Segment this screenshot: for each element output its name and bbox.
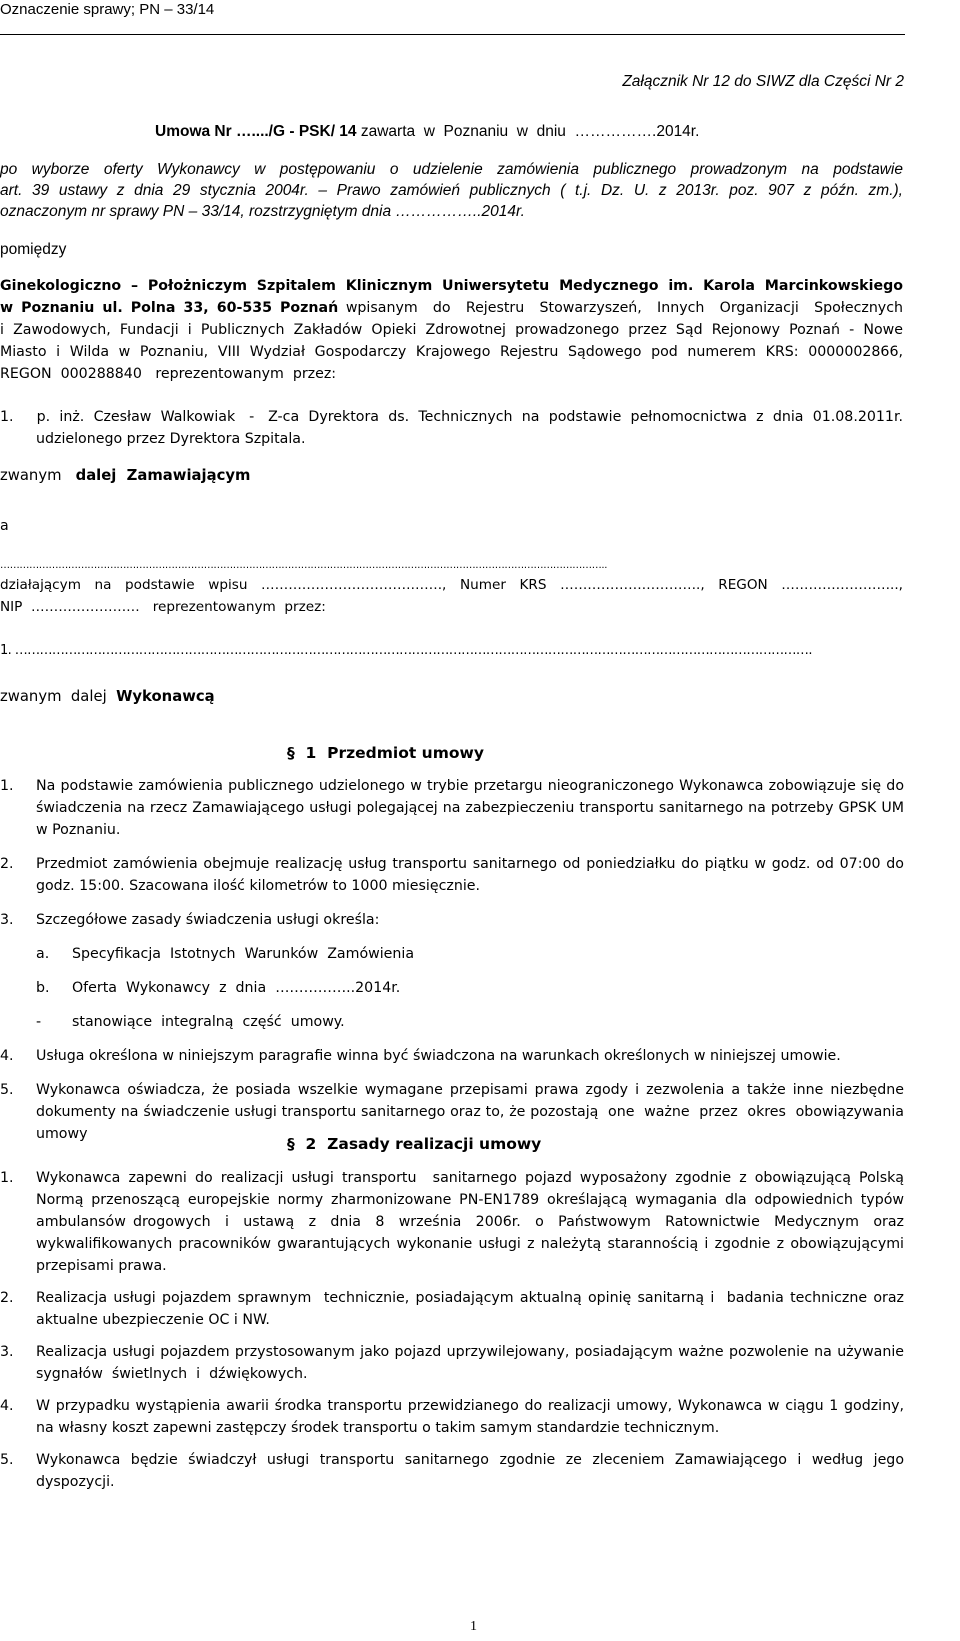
party1-desc-2: i Zawodowych, Fundacji i Publicznych Zakładów Opieki Zdrowotnej prowadzonego przez Sąd Rejonowy Poznań - Nowe: [0, 322, 903, 338]
list-item: [36, 1011, 904, 1033]
list-item-text: Oferta Wykonawcy z dnia ……………..2014r.: [72, 980, 401, 996]
list-item-text: Wykonawca oświadcza, że posiada wszelkie wymagane przepisami prawa zgody i zezwolenia a także inne niezbędne dokumenty na świadczenie usługi transportu sanitarnego oraz to, że pozostają one ważne przez okres obowiązywania umowy: [36, 1082, 909, 1142]
list-item: [36, 943, 904, 965]
page-number: 1: [470, 1619, 477, 1634]
section1-heading: § 1 Przedmiot umowy: [287, 744, 484, 762]
annex-label: Załącznik Nr 12 do SIWZ dla Części Nr 2: [622, 73, 904, 90]
party1-called: [0, 465, 250, 487]
running-header: Oznaczenie sprawy; PN – 33/14: [0, 1, 215, 18]
list-item-text: W przypadku wystąpienia awarii środka transportu przewidzianego do realizacji umowy, Wykonawca w ciągu 1 godziny, na własny koszt zapewni zastępczy środek transportu o takim samym standardzie technicznym.: [36, 1398, 909, 1436]
list-item-text: Na podstawie zamówienia publicznego udzielonego w trybie przetargu nieograniczonego Wykonawca zobowiązuje się do świadczenia na rzecz Zamawiającego usługi polegającej na zabezpieczeniu transportu sanitarnego na potrzeby GPSK UM w Poznaniu.: [36, 778, 909, 838]
list-item-text: Wykonawca będzie świadczył usługi transportu sanitarnego zgodnie ze zleceniem Zamawiającego i według jego dyspozycji.: [36, 1452, 909, 1490]
party1-desc-1: wpisanym do Rejestru Stowarzyszeń, Innych Organizacji Społecznych: [338, 300, 903, 316]
list-item-text: stanowiące integralną część umowy.: [72, 1014, 345, 1030]
party1-address: w Poznaniu ul. Polna 33, 60-535 Poznań: [0, 300, 339, 316]
list-item-number: 3.: [0, 1344, 14, 1360]
party1-desc-3: Miasto i Wilda w Poznaniu, VIII Wydział Gospodarczy Krajowego Rejestru Sądowego pod numerem KRS: 0000002866,: [0, 344, 903, 360]
list-item-number: -: [36, 1014, 42, 1030]
list-item: [0, 1395, 909, 1439]
party1-name-line1: Ginekologiczno – Położniczym Szpitalem Klinicznym Uniwersytetu Medycznego im. Karola Marcinkowskiego: [0, 278, 903, 294]
called-zamawiajacy: dalej Zamawiającym: [75, 467, 251, 484]
party2-nip: NIP …………………… reprezentowanym przez:: [0, 599, 326, 615]
list-item-number: 2.: [0, 856, 14, 872]
list-item-number: 3.: [0, 912, 14, 928]
called-prefix: zwanym: [0, 467, 76, 484]
section2-list: [0, 1167, 914, 1503]
list-item-text: Realizacja usługi pojazdem przystosowanym jako pojazd uprzywilejowany, posiadającym ważne pozwolenie na używanie sygnałów świetlnych i dźwiękowych.: [36, 1344, 909, 1382]
list-item: [0, 1341, 909, 1385]
list-item-text: Usługa określona w niniejszym paragrafie winna być świadczona na warunkach określonych w niniejszej umowie.: [36, 1048, 841, 1064]
list-item-text: Przedmiot zamówienia obejmuje realizację usług transportu sanitarnego od poniedziałku do piątku w godz. od 07:00 do godz. 15:00. Szacowana ilość kilometrów to 1000 miesięcznie.: [36, 856, 909, 894]
party1-representative: 1. p. inż. Czesław Walkowiak - Z-ca Dyrektora ds. Technicznych na podstawie pełnomocnictwa z dnia 01.08.2011r.: [0, 409, 903, 425]
party1-name-line2: [0, 297, 903, 319]
party2-registry: działającym na podstawie wpisu …………………………………., Numer KRS …………………………., REGON ……………………..,: [0, 577, 903, 593]
list-item-text: Specyfikacja Istotnych Warunków Zamówienia: [72, 946, 415, 962]
contract-number: Umowa Nr …..../G - PSK/ 14: [155, 123, 357, 140]
header-rule: [0, 34, 905, 35]
intro-line-3: oznaczonym nr sprawy PN – 33/14, rozstrzygniętym dnia ……………..2014r.: [0, 203, 525, 220]
list-item-number: 1.: [0, 778, 14, 794]
list-item: [0, 1287, 909, 1331]
intro-line-2: art. 39 ustawy z dnia 29 stycznia 2004r. – Prawo zamówień publicznych ( t.j. Dz. U. z 2013r. poz. 907 z późn. zm.),: [0, 182, 903, 199]
between-label: pomiędzy: [0, 241, 67, 258]
list-item-text: Szczegółowe zasady świadczenia usługi określa:: [36, 912, 380, 928]
list-item-number: 4.: [0, 1048, 14, 1064]
contract-place-date: zawarta w Poznaniu w dniu …………….2014r.: [356, 123, 700, 140]
list-item-number: 2.: [0, 1290, 14, 1306]
list-item: [36, 977, 904, 999]
party2-name-dots: ……………………………………………………………………………………………………………………………………………………………………..: [0, 560, 608, 571]
list-item: [0, 1167, 914, 1277]
called-wykonawca: Wykonawcą: [116, 688, 215, 705]
list-item-number: a.: [36, 946, 50, 962]
section1-list: [0, 775, 909, 1157]
intro-line-1: po wyborze oferty Wykonawcy w postępowaniu o udzielenie zamówienia publicznego prowadzonym na podstawie: [0, 161, 903, 178]
list-item-number: 5.: [0, 1082, 14, 1098]
list-item-number: 5.: [0, 1452, 14, 1468]
list-item-text: Wykonawca zapewni do realizacji usługi transportu sanitarnego pojazd wyposażony zgodnie z obowiązującą Polską Normą przenoszącą europejskie normy zharmonizowane PN-EN1789 określającą wymagania dla odpowiednich typów ambulansów drogowych i ustawą z dnia 8 września 2006r. o Państwowym Ratownictwie Medycznym oraz wykwalifikowanych pracowników gwarantujących wykonanie usługi z należytą starannością i zgodnie z obowiązującymi przepisami prawa.: [36, 1170, 914, 1274]
party2-representative: 1. ………………………………………………………………………………………………………………………………………………………………………….: [0, 643, 812, 658]
called-prefix-2: zwanym dalej: [0, 688, 117, 705]
list-item: [0, 909, 904, 931]
list-item-number: 4.: [0, 1398, 14, 1414]
party2-called: [0, 686, 215, 708]
list-item-number: 1.: [0, 1170, 14, 1186]
list-item: [0, 775, 909, 841]
party1-rep-authority: udzielonego przez Dyrektora Szpitala.: [36, 431, 306, 447]
list-item: [0, 853, 909, 897]
section2-heading: § 2 Zasady realizacji umowy: [287, 1135, 542, 1153]
list-item: [0, 1449, 909, 1493]
and-label: a: [0, 518, 9, 534]
contract-title: [155, 122, 699, 141]
list-item-text: Realizacja usługi pojazdem sprawnym technicznie, posiadającym aktualną opinię sanitarną i badania techniczne oraz aktualne ubezpieczenie OC i NW.: [36, 1290, 909, 1328]
list-item: [0, 1045, 904, 1067]
list-item-number: b.: [36, 980, 50, 996]
party1-desc-4: REGON 000288840 reprezentowanym przez:: [0, 366, 337, 382]
